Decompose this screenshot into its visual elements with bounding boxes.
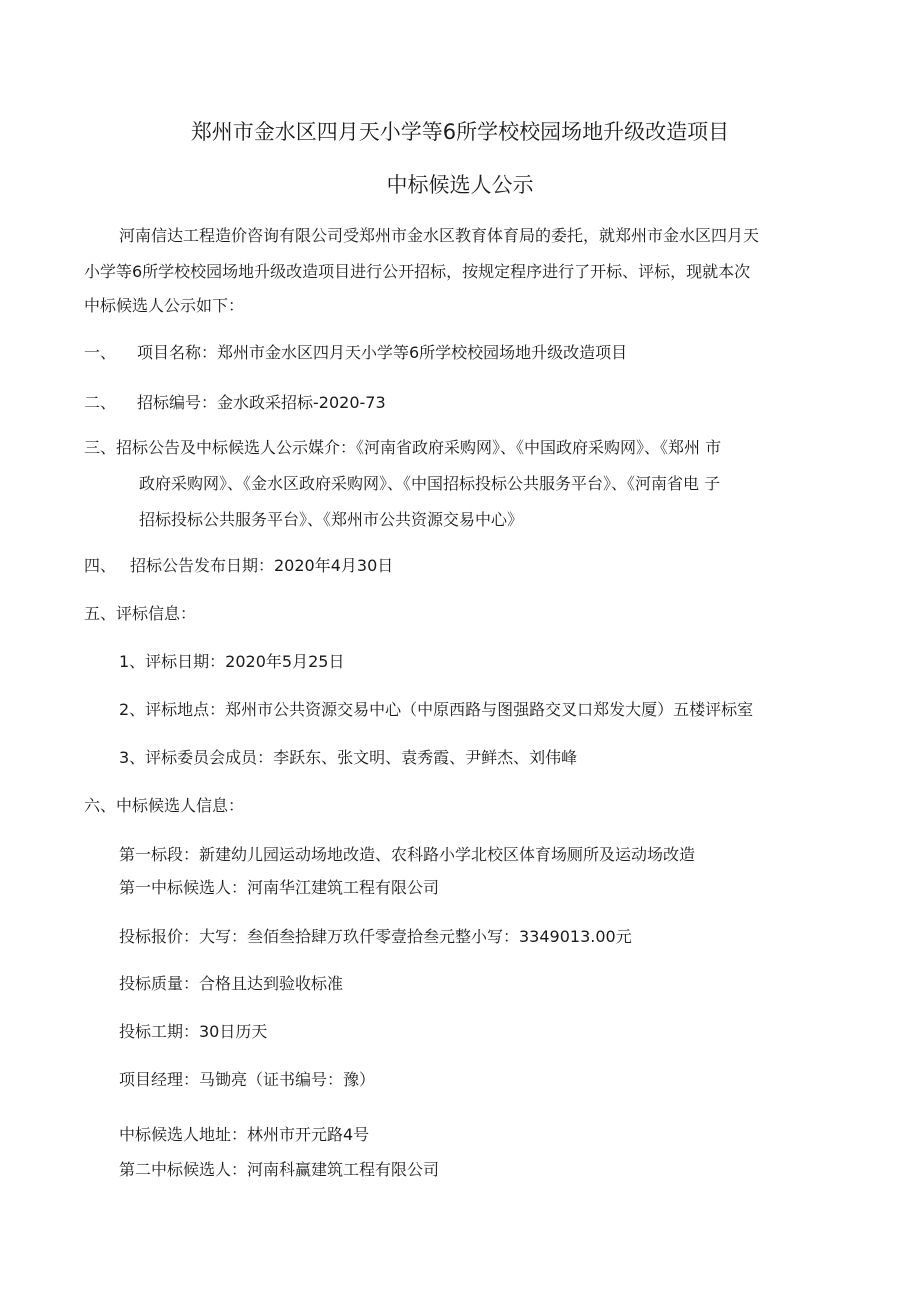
intro-paragraph-line-3: 中标候选人公示如下： bbox=[84, 296, 245, 315]
section-2-number: 二、 bbox=[84, 393, 117, 412]
bid-duration: 投标工期：30日历天 bbox=[119, 1022, 268, 1041]
section-1-project-name: 项目名称：郑州市金水区四月天小学等6所学校校园场地升级改造项目 bbox=[137, 343, 628, 362]
section-3-media-line-2: 政府采购网》、《金水区政府采购网》、《中国招标投标公共服务平台》、《河南省电 子 bbox=[139, 474, 721, 493]
section-2-tender-number: 招标编号：金水政采招标-2020-73 bbox=[137, 393, 386, 412]
intro-paragraph-line-1: 河南信达工程造价咨询有限公司受郑州市金水区教育体育局的委托，就郑州市金水区四月天 bbox=[119, 226, 760, 245]
first-candidate: 第一中标候选人：河南华江建筑工程有限公司 bbox=[119, 878, 440, 897]
section-4-publish-date: 招标公告发布日期：2020年4月30日 bbox=[130, 556, 394, 575]
candidate-address: 中标候选人地址：林州市开元路4号 bbox=[119, 1125, 370, 1144]
section-3-media-line-3: 招标投标公共服务平台》、《郑州市公共资源交易中心》 bbox=[139, 510, 524, 529]
section-5-heading: 五、评标信息： bbox=[84, 604, 197, 623]
evaluation-committee: 3、评标委员会成员：李跃东、张文明、袁秀霞、尹鲜杰、刘伟峰 bbox=[119, 748, 578, 767]
evaluation-date: 1、评标日期：2020年5月25日 bbox=[119, 652, 345, 671]
project-manager: 项目经理：马锄亮（证书编号：豫） bbox=[119, 1070, 376, 1089]
intro-paragraph-line-2: 小学等6所学校校园场地升级改造项目进行公开招标，按规定程序进行了开标、评标，现就本次 bbox=[84, 262, 751, 281]
lot-description: 第一标段：新建幼儿园运动场地改造、农科路小学北校区体育场厕所及运动场改造 bbox=[119, 845, 696, 864]
document-title: 郑州市金水区四月天小学等6所学校校园场地升级改造项目 bbox=[190, 120, 730, 144]
section-6-heading: 六、中标候选人信息： bbox=[84, 796, 245, 815]
document-subtitle: 中标候选人公示 bbox=[386, 173, 534, 197]
bid-price: 投标报价：大写：叁佰叁拾肆万玖仟零壹拾叁元整小写：3349013.00元 bbox=[119, 927, 632, 946]
section-1-number: 一、 bbox=[84, 343, 117, 362]
section-4-number: 四、 bbox=[84, 556, 117, 575]
bid-quality: 投标质量：合格且达到验收标准 bbox=[119, 974, 344, 993]
section-3-media-line-1: 三、招标公告及中标候选人公示媒介：《河南省政府采购网》、《中国政府采购网》、《郑州 市 bbox=[84, 438, 722, 457]
second-candidate: 第二中标候选人：河南科赢建筑工程有限公司 bbox=[119, 1160, 440, 1179]
evaluation-location: 2、评标地点：郑州市公共资源交易中心（中原西路与图强路交叉口郑发大厦）五楼评标室 bbox=[119, 700, 754, 719]
